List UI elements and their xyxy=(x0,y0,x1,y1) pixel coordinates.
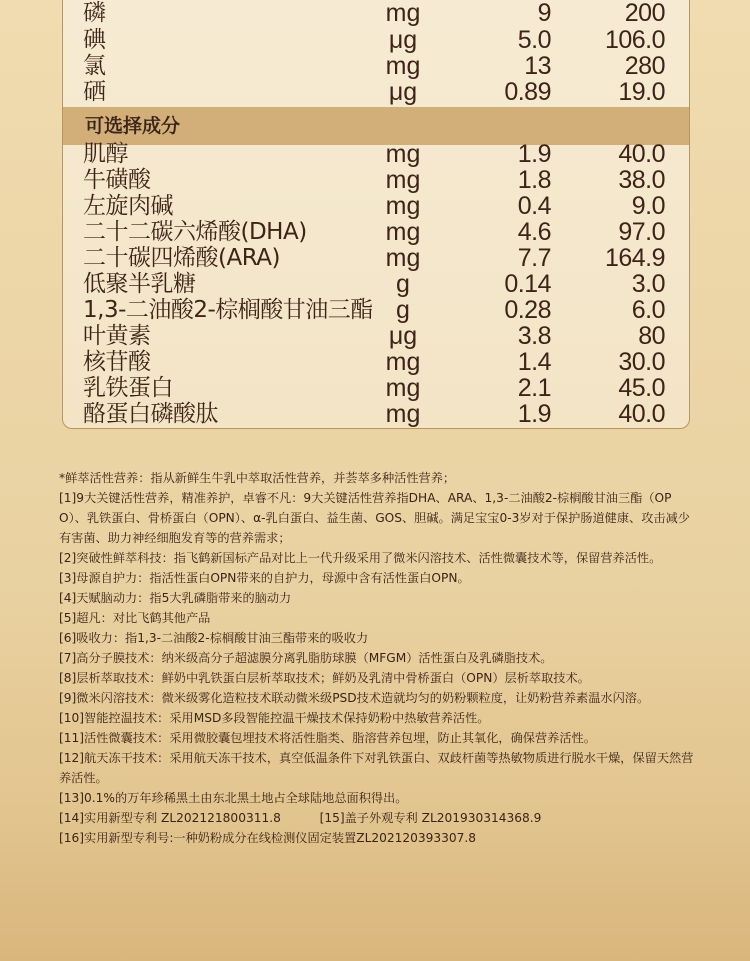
nutrient-unit: mg xyxy=(385,166,421,194)
value-per-100kj: 5.0 xyxy=(517,26,551,54)
nutrient-unit: mg xyxy=(385,218,421,246)
footnote: [12]航天冻干技术：采用航天冻干技术，真空低温条件下对乳铁蛋白、双歧杆菌等热敏物质进行脱水干燥，保留天然营养活性。 xyxy=(59,751,694,785)
nutrient-name: 二十碳四烯酸(ARA) xyxy=(83,245,280,271)
table-row xyxy=(63,194,689,219)
nutrient-name: 磷 xyxy=(83,0,106,26)
value-per-100kj: 9 xyxy=(537,0,551,27)
value-per-100g: 40.0 xyxy=(618,400,665,428)
nutrient-name: 二十二碳六烯酸(DHA) xyxy=(83,219,307,245)
footnote: [7]高分子膜技术：纳米级高分子超滤膜分离乳脂肪球膜（MFGM）活性蛋白及乳磷脂技术。 xyxy=(59,651,553,665)
value-per-100g: 40.0 xyxy=(618,140,665,168)
nutrient-name: 碘 xyxy=(83,27,106,53)
nutrient-unit: mg xyxy=(385,400,421,428)
value-per-100kj: 1.8 xyxy=(517,166,551,194)
table-row xyxy=(63,350,689,375)
value-per-100kj: 13 xyxy=(524,52,551,80)
nutrient-name: 氯 xyxy=(83,53,106,79)
footnote: [2]突破性鲜萃科技：指飞鹤新国标产品对比上一代升级采用了微米闪溶技术、活性微囊技术等，保留营养活性。 xyxy=(59,551,662,565)
table-row xyxy=(63,168,689,193)
footnote: [5]超凡：对比飞鹤其他产品 xyxy=(59,611,211,625)
value-per-100g: 106.0 xyxy=(604,26,665,54)
nutrient-unit: μg xyxy=(388,322,418,350)
nutrient-name: 核苷酸 xyxy=(83,349,151,375)
nutrient-unit: g xyxy=(396,270,410,298)
nutrient-name: 叶黄素 xyxy=(83,323,151,349)
table-row xyxy=(63,80,689,105)
footnote: [3]母源自护力：指活性蛋白OPN带来的自护力，母源中含有活性蛋白OPN。 xyxy=(59,571,470,585)
table-row xyxy=(63,28,689,53)
nutrient-name: 左旋肉碱 xyxy=(83,193,173,219)
value-per-100g: 3.0 xyxy=(631,270,665,298)
value-per-100kj: 0.14 xyxy=(504,270,551,298)
value-per-100kj: 1.9 xyxy=(517,140,551,168)
value-per-100kj: 0.4 xyxy=(517,192,551,220)
footnote: [10]智能控温技术：采用MSD多段智能控温干燥技术保持奶粉中热敏营养活性。 xyxy=(59,711,490,725)
footnote: [1]9大关键活性营养，精准养护，卓睿不凡：9大关键活性营养指DHA、ARA、1,3-二油酸2-棕榈酸甘油三酯（OPO）、乳铁蛋白、骨桥蛋白（OPN）、α-乳白蛋白、益生菌、GOS、胆碱。满足宝宝0-3岁对于保护肠道健康、攻击减少有害菌、助力神经细胞发育等的营养需求； xyxy=(59,491,690,545)
nutrient-name: 1,3-二油酸2-棕榈酸甘油三酯 xyxy=(83,297,373,323)
value-per-100g: 19.0 xyxy=(618,78,665,106)
section-title: 可选择成分 xyxy=(85,115,181,137)
value-per-100g: 97.0 xyxy=(618,218,665,246)
footnotes xyxy=(59,468,699,848)
footnote: [13]0.1%的万年珍稀黑土由东北黑土地占全球陆地总面积得出。 xyxy=(59,791,408,805)
value-per-100kj: 2.1 xyxy=(517,374,551,402)
nutrient-name: 低聚半乳糖 xyxy=(83,271,196,297)
nutrient-unit: μg xyxy=(388,78,418,106)
nutrient-name: 酪蛋白磷酸肽 xyxy=(83,401,218,427)
value-per-100g: 38.0 xyxy=(618,166,665,194)
nutrient-name: 牛磺酸 xyxy=(83,167,151,193)
value-per-100g: 45.0 xyxy=(618,374,665,402)
table-row xyxy=(63,142,689,167)
value-per-100g: 280 xyxy=(624,52,665,80)
value-per-100kj: 7.7 xyxy=(517,244,551,272)
nutrient-unit: μg xyxy=(388,26,418,54)
table-row xyxy=(63,220,689,245)
nutrient-name: 乳铁蛋白 xyxy=(83,375,173,401)
value-per-100g: 200 xyxy=(624,0,665,27)
table-row xyxy=(63,1,689,26)
footnote: [4]天赋脑动力：指5大乳磷脂带来的脑动力 xyxy=(59,591,292,605)
table-row xyxy=(63,54,689,79)
nutrient-unit: mg xyxy=(385,348,421,376)
value-per-100kj: 3.8 xyxy=(517,322,551,350)
footnote: [11]活性微囊技术：采用微胶囊包埋技术将活性脂类、脂溶营养包埋，防止其氧化，确保营养活性。 xyxy=(59,731,596,745)
nutrient-unit: g xyxy=(396,296,410,324)
footnote: [9]微米闪溶技术：微米级雾化造粒技术联动微米级PSD技术造就均匀的奶粉颗粒度，让奶粉营养素温水闪溶。 xyxy=(59,691,650,705)
value-per-100kj: 1.4 xyxy=(517,348,551,376)
table-row xyxy=(63,246,689,271)
nutrition-table xyxy=(62,0,690,429)
footnote: *鲜萃活性营养：指从新鲜生牛乳中萃取活性营养，并荟萃多种活性营养； xyxy=(59,471,456,485)
nutrient-unit: mg xyxy=(385,192,421,220)
value-per-100kj: 0.28 xyxy=(504,296,551,324)
nutrient-name: 肌醇 xyxy=(83,141,128,167)
value-per-100g: 80 xyxy=(638,322,665,350)
table-row xyxy=(63,324,689,349)
nutrient-unit: mg xyxy=(385,374,421,402)
value-per-100kj: 0.89 xyxy=(504,78,551,106)
nutrient-unit: mg xyxy=(385,244,421,272)
table-row xyxy=(63,272,689,297)
footnote: [16]实用新型专利号:一种奶粉成分在线检测仪固定装置ZL202120393307.8 xyxy=(59,831,477,845)
nutrient-unit: mg xyxy=(385,0,421,27)
table-row xyxy=(63,402,689,427)
footnote: [14]实用新型专利 ZL202121800311.8 [15]盖子外观专利 ZL201930314368.9 xyxy=(59,811,542,825)
table-row xyxy=(63,376,689,401)
value-per-100g: 9.0 xyxy=(631,192,665,220)
footnote: [8]层析萃取技术：鲜奶中乳铁蛋白层析萃取技术；鲜奶及乳清中骨桥蛋白（OPN）层析萃取技术。 xyxy=(59,671,590,685)
nutrient-unit: mg xyxy=(385,52,421,80)
section-header xyxy=(63,107,689,145)
nutrient-name: 硒 xyxy=(83,79,106,105)
value-per-100g: 164.9 xyxy=(604,244,665,272)
value-per-100g: 30.0 xyxy=(618,348,665,376)
value-per-100g: 6.0 xyxy=(631,296,665,324)
footnote: [6]吸收力：指1,3-二油酸2-棕榈酸甘油三酯带来的吸收力 xyxy=(59,631,369,645)
nutrient-unit: mg xyxy=(385,140,421,168)
value-per-100kj: 1.9 xyxy=(517,400,551,428)
value-per-100kj: 4.6 xyxy=(517,218,551,246)
table-row xyxy=(63,298,689,323)
